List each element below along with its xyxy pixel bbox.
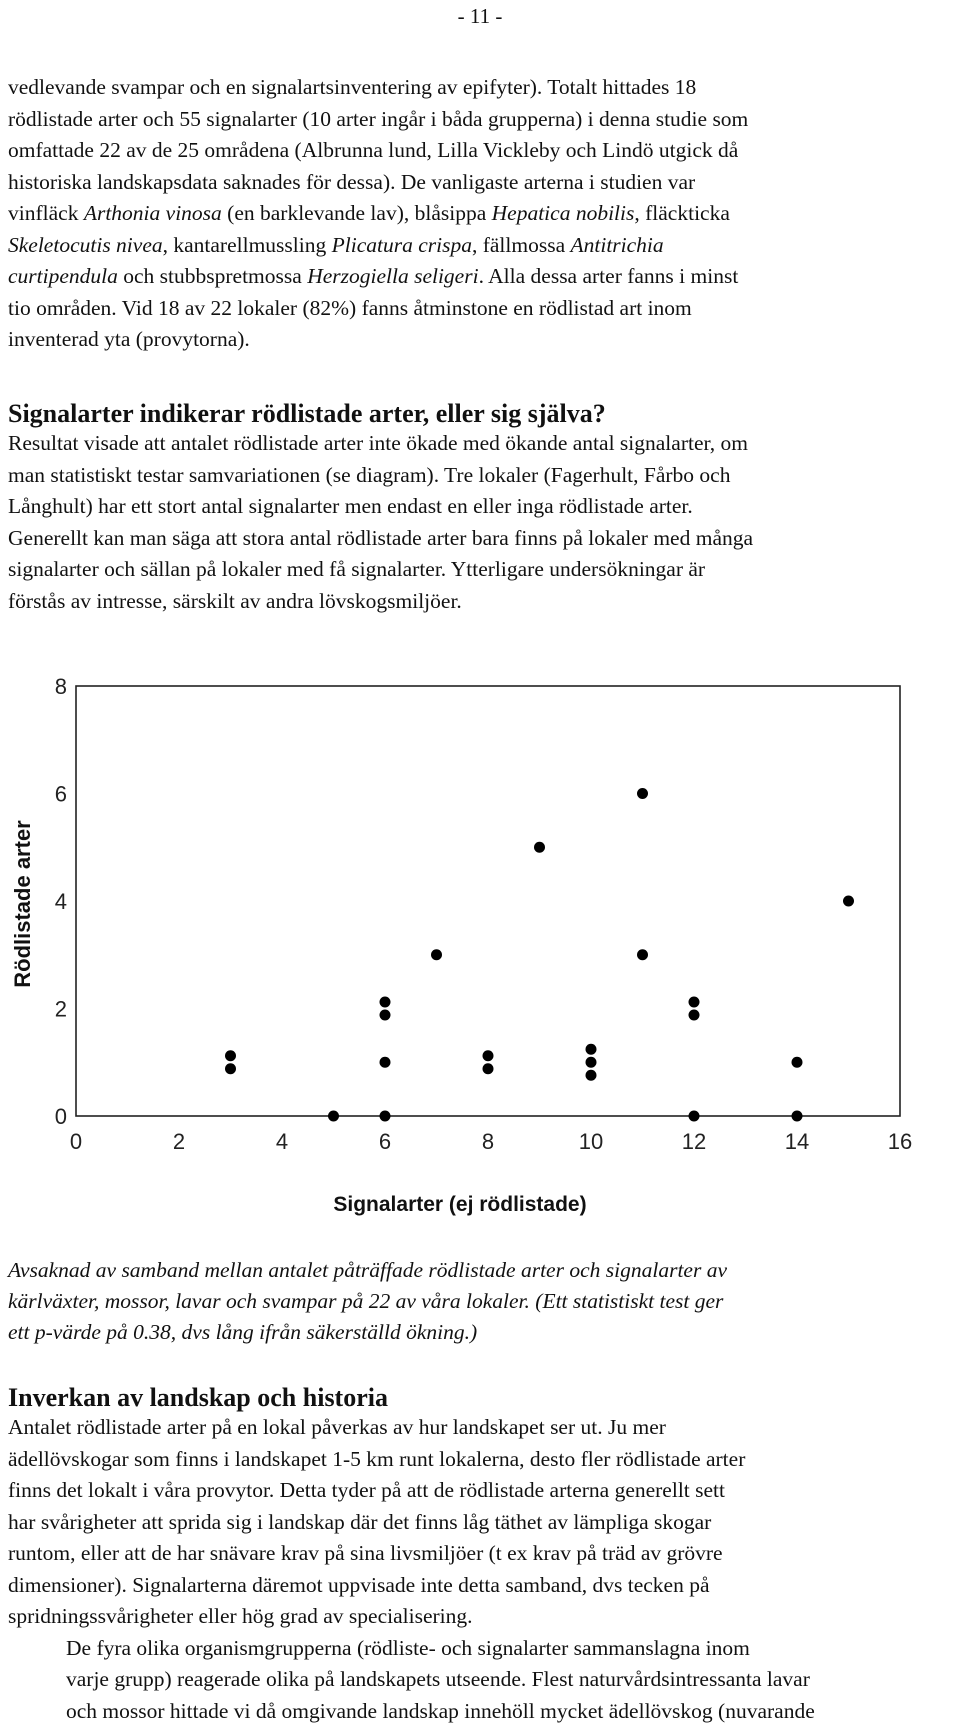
section-body (8, 428, 958, 617)
data-point (380, 1057, 391, 1068)
text-line: förstås av intresse, särskilt av andra lövskogsmiljöer. (8, 588, 462, 613)
scatter-chart-container (0, 668, 960, 1228)
text-line: och mossor hittade vi då omgivande landskap innehöll mycket ädellövskog (nuvarande (66, 1698, 815, 1723)
section-heading: Inverkan av landskap och historia (8, 1383, 388, 1412)
page-number: - 11 - (457, 4, 503, 28)
data-point (637, 949, 648, 960)
text-line: signalarter och sällan på lokaler med få signalarter. Ytterligare undersökningar är (8, 557, 706, 581)
x-tick-label: 16 (887, 1129, 913, 1154)
x-tick-label: 4 (275, 1129, 289, 1154)
x-axis-label: Signalarter (ej rödlistade) (333, 1193, 587, 1216)
text-run: , kantarellmussling (162, 232, 332, 257)
text-line (8, 324, 958, 356)
data-point (637, 788, 648, 799)
x-tick-label: 10 (578, 1129, 604, 1154)
text-line (8, 104, 958, 136)
data-point (843, 896, 854, 907)
text-line: man statistiskt testar samvariationen (se diagram). Tre lokaler (Fagerhult, Fårbo och (8, 462, 731, 487)
text-run: tio områden. Vid 18 av 22 lokaler (82%) fanns åtminstone en rödlistad art inom (8, 295, 692, 320)
data-point (483, 1063, 494, 1074)
data-point (483, 1050, 494, 1061)
y-tick-label: 4 (54, 889, 67, 914)
y-tick-label: 6 (54, 781, 67, 807)
text-run: (en barklevande lav), blåsippa (221, 201, 492, 225)
text-line (8, 198, 958, 230)
data-point (225, 1050, 236, 1061)
species-name: Plicatura crispa (331, 232, 472, 257)
data-point (689, 1010, 700, 1021)
scatter-chart (0, 668, 960, 1233)
text-line: Generellt kan man säga att stora antal rödlistade arter bara finns på lokaler med många (8, 525, 754, 550)
section-body (8, 1412, 958, 1633)
text-line (8, 72, 958, 104)
data-point (328, 1111, 339, 1122)
text-line (8, 167, 958, 199)
text-line: spridningssvårigheter eller hög grad av specialisering. (8, 1604, 473, 1628)
text-run: . Alla dessa arter fanns i minst (478, 264, 739, 288)
data-point (792, 1111, 803, 1122)
y-tick-label: 8 (54, 674, 67, 699)
species-name: curtipendula (8, 264, 118, 288)
text-line: varje grupp) reagerade olika på landskapets utseende. Flest naturvårdsintressanta lavar (66, 1667, 810, 1691)
y-axis-label: Rödlistade arter (10, 820, 35, 988)
data-point (586, 1070, 597, 1081)
species-name: Hepatica nobilis (491, 201, 635, 225)
section-signalarter (8, 398, 958, 617)
intro-paragraph (8, 72, 958, 356)
y-tick-label: 0 (54, 1104, 67, 1129)
y-tick-label: 2 (54, 996, 67, 1022)
species-name: Arthonia vinosa (83, 201, 222, 225)
text-run: , fällmossa (471, 232, 571, 257)
data-point (689, 1111, 700, 1122)
x-tick-label: 0 (69, 1129, 83, 1154)
data-point (534, 842, 545, 853)
text-run: rödlistade arter och 55 signalarter (10 arter ingår i båda grupperna) i denna studie som (8, 106, 749, 131)
data-point (689, 997, 700, 1008)
x-tick-label: 14 (784, 1129, 810, 1154)
text-line (8, 230, 958, 262)
text-line: dimensioner). Signalarterna däremot uppvisade inte detta samband, dvs tecken på (8, 1572, 710, 1597)
text-line: Resultat visade att antalet rödlistade arter inte ökade med ökande antal signalarter, om (8, 431, 749, 455)
text-run: , fläckticka (634, 201, 730, 225)
data-point (586, 1057, 597, 1068)
caption-line: kärlväxter, mossor, lavar och svampar på 22 av våra lokaler. (Ett statistiskt test ger (8, 1289, 724, 1313)
x-tick-label: 2 (172, 1129, 186, 1154)
text-run: och stubbspretmossa (117, 264, 308, 288)
data-point (586, 1044, 597, 1055)
text-line: Långhult) har ett stort antal signalarter men endast en eller inga rödlistade arter. (8, 494, 693, 518)
text-run: historiska landskapsdata saknades för dessa). De vanligaste arterna i studien var (8, 169, 696, 194)
data-point (380, 1010, 391, 1021)
text-run: vinfläck (8, 201, 84, 225)
text-line: finns det lokalt i våra provytor. Detta tyder på att de rödlistade arterna generellt sett (8, 1478, 726, 1502)
data-point (792, 1057, 803, 1068)
text-line: Antalet rödlistade arter på en lokal påverkas av hur landskapet ser ut. Ju mer (8, 1415, 666, 1439)
text-line: har svårigheter att sprida sig i landskap där det finns låg täthet av lämpliga skogar (8, 1509, 712, 1534)
data-point (431, 949, 442, 960)
text-line: ädellövskogar som finns i landskapet 1-5 km runt lokalerna, desto fler rödlistade arter (8, 1446, 746, 1471)
text-run: omfattade 22 av de 25 områdena (Albrunna lund, Lilla Vickleby och Lindö utgick då (8, 138, 739, 162)
section-landskap (8, 1382, 958, 1727)
caption-line: ett p-värde på 0.38, dvs lång ifrån säkerställd ökning.) (8, 1320, 478, 1344)
data-point (225, 1063, 236, 1074)
x-tick-label: 8 (481, 1129, 495, 1154)
text-run: inventerad yta (provytorna). (8, 327, 250, 351)
text-run: vedlevande svampar och en signalartsinventering av epifyter). Totalt hittades 18 (8, 75, 697, 99)
text-line (8, 135, 958, 167)
species-name: Antitrichia (570, 232, 664, 257)
data-point (380, 1111, 391, 1122)
figure-caption (8, 1255, 958, 1348)
text-line (8, 261, 958, 293)
x-tick-label: 6 (378, 1129, 392, 1154)
text-line: De fyra olika organismgrupperna (rödliste- och signalarter sammanslagna inom (66, 1635, 750, 1660)
x-tick-label: 12 (681, 1129, 707, 1154)
species-name: Skeletocutis nivea (8, 232, 163, 257)
text-line (8, 293, 958, 325)
caption-line: Avsaknad av samband mellan antalet påträffade rödlistade arter och signalarter av (8, 1258, 727, 1282)
text-line: runtom, eller att de har snävare krav på sina livsmiljöer (t ex krav på träd av grövre (8, 1541, 723, 1565)
section-heading: Signalarter indikerar rödlistade arter, eller sig själva? (8, 399, 606, 428)
species-name: Herzogiella seligeri (307, 264, 479, 288)
scatter-plot-svg (0, 668, 960, 1228)
data-point (380, 997, 391, 1008)
section-body-indented (8, 1633, 958, 1728)
